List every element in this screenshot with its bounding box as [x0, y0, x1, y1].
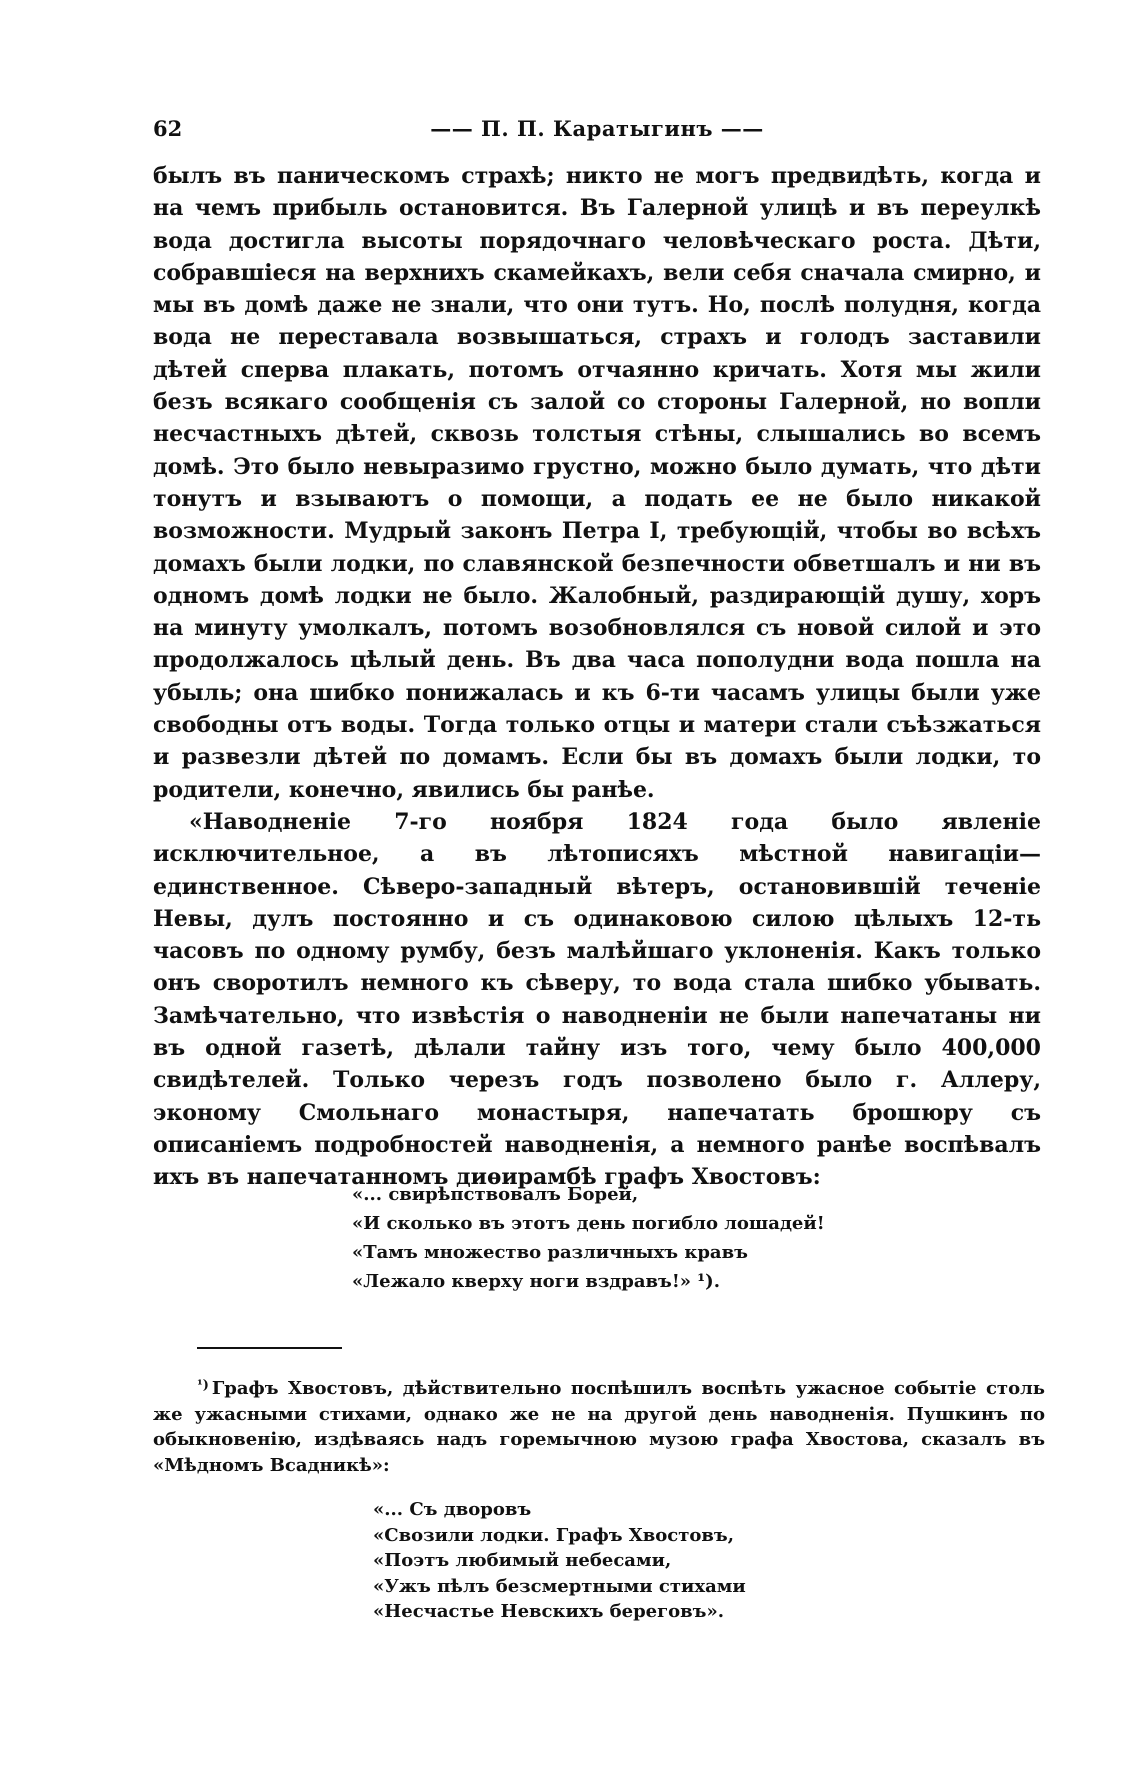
paragraph: былъ въ паническомъ страхѣ; никто не могъ предвидѣть, когда и на чемъ прибыль остановится. Въ Галерной улицѣ и въ переулкѣ вода достигла высоты порядочнаго человѣческаго роста. Дѣти, собравшіеся на верхнихъ скамейкахъ, вели себя сначала смирно, и мы въ домѣ даже не знали, что они тутъ. Но, послѣ полудня, когда вода не переставала возвышаться, страхъ и голодъ заставили дѣтей сперва плакать, потомъ отчаянно кричать. Хотя мы жили безъ всякаго сообщенія съ залой со стороны Галерной, но вопли несчастныхъ дѣтей, сквозь толстыя стѣны, слышались во всемъ домѣ. Это было невыразимо грустно, можно было думать, что дѣти тонутъ и взываютъ о помощи, а подать ее не было никакой возможности. Мудрый законъ Петра I, требующій, чтобы во всѣхъ домахъ были лодки, по славянской безпечности обветшалъ и ни въ одномъ домѣ лодки не было. Жалобный, раздирающій душу, хоръ на минуту умолкалъ, потомъ возобновлялся съ новой силой и это продолжалось цѣлый день. Въ два часа пополудни вода пошла на убыль; она шибко понижалась и къ 6-ти часамъ улицы были уже свободны отъ воды. Тогда только отцы и матери стали съѣзжаться и развезли дѣтей по домамъ. Если бы въ домахъ были лодки, то родители, конечно, явились бы ранѣе. [153, 163, 1041, 803]
poem-line: «Тамъ множество различныхъ кравъ [352, 1242, 748, 1263]
page-header [153, 114, 1041, 150]
footnote-poem-line: «Ужъ пѣлъ безсмертными стихами [373, 1575, 746, 1597]
footnote [153, 1373, 1045, 1478]
footnote-poem [373, 1497, 746, 1625]
page-number: 62 [153, 116, 183, 141]
footnote-marker: ¹) [197, 1378, 209, 1393]
footnote-poem-line: «Несчастье Невскихъ береговъ». [373, 1601, 724, 1622]
main-text [153, 160, 1041, 1194]
paragraph: «Наводненіе 7-го ноября 1824 года было явленіе исключительное, а въ лѣтописяхъ мѣстной навигаціи—единственное. Сѣверо-западный вѣтеръ, остановившій теченіе Невы, дулъ постоянно и съ одинаковою силою цѣлыхъ 12-ть часовъ по одному румбу, безъ малѣйшаго уклоненія. Какъ только онъ своротилъ немного къ сѣверу, то вода стала шибко убывать. Замѣчательно, что извѣстія о наводненіи не были напечатаны ни въ одной газетѣ, дѣлали тайну изъ того, чему было 400,000 свидѣтелей. Только черезъ годъ позволено было г. Аллеру, эконому Смольнаго монастыря, напечатать брошюру съ описаніемъ подробностей наводненія, а немного ранѣе воспѣвалъ ихъ въ напечатанномъ диѳирамбѣ графъ Хвостовъ: [153, 808, 1041, 1191]
poem-line: «Лежало кверху ноги вздравъ!» ¹). [352, 1271, 720, 1292]
running-title: —— П. П. Каратыгинъ —— [430, 116, 764, 141]
poem-line: «... свирѣпствовалъ Борей, [352, 1184, 639, 1205]
footnote-poem-line: «Свозили лодки. Графъ Хвостовъ, [373, 1524, 734, 1546]
quoted-poem [352, 1180, 825, 1296]
footnote-divider [197, 1347, 342, 1349]
footnote-text: Графъ Хвостовъ, дѣйствительно поспѣшилъ воспѣть ужасное событіе столь же ужасными стихами, однако же не на другой день наводненія. Пушкинъ по обыкновенію, издѣваясь надъ горемычною музою графа Хвостова, сказалъ въ «Мѣдномъ Всадникѣ»: [153, 1378, 1045, 1476]
footnote-poem-line: «Поэтъ любимый небесами, [373, 1550, 672, 1571]
poem-line: «И сколько въ этотъ день погибло лошадей! [352, 1213, 825, 1234]
footnote-poem-line: «... Съ дворовъ [373, 1499, 532, 1520]
